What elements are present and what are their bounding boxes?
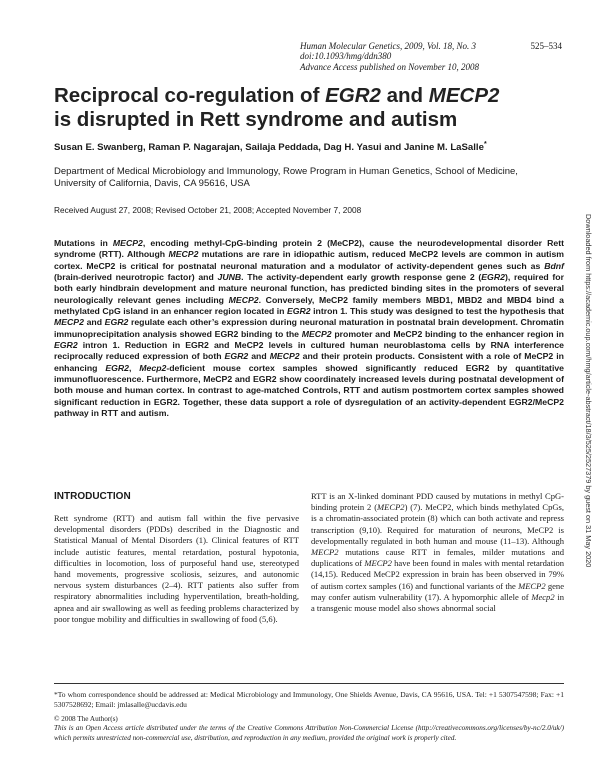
abstract-run: Mutations in	[54, 238, 113, 248]
abstract-run: ,	[129, 362, 140, 373]
intro-paragraph-2	[311, 491, 564, 614]
abstract-run: MECP2	[112, 238, 143, 248]
abstract-run: Mecp2	[139, 362, 167, 373]
abstract-run: and	[83, 317, 105, 328]
abstract-run: . The activity-dependent early growth response gene 2 (	[241, 272, 482, 283]
abstract-run: JUNB	[217, 272, 242, 283]
abstract-run: EGR2	[54, 340, 78, 351]
abstract-run: MECP2	[269, 351, 300, 362]
abstract-run: intron 1. Reduction in EGR2 and MeCP2 levels in cultured human neuroblastoma cells by RNA interference reciprocally reduced expression of both	[54, 340, 564, 362]
intro-col2-run: MECP2	[377, 502, 405, 513]
page-range: 525–534	[530, 41, 562, 51]
intro-col2-run: mutations cause RTT in females, milder mutations and duplications of	[311, 547, 564, 569]
advance-access: Advance Access published on November 10, 2008	[300, 61, 480, 72]
abstract-run: MECP2	[54, 317, 84, 328]
abstract-run: EGR2	[286, 306, 311, 317]
abstract-run: EGR2	[104, 317, 129, 328]
abstract-run: ), required for both early hindbrain development and mature neuronal function, has predicted binding sites in the promoters of several neurologically relevant genes including	[54, 272, 564, 305]
abstract-run: MECP2	[301, 328, 332, 339]
intro-paragraph-1: Rett syndrome (RTT) and autism fall within the five pervasive developmental disorders (PDDs) described in the Diagnostic and Statistical Manual of Mental Disorders (1). Clinical features of RTT include autistic features, mental retardation, postural hypotonia, difficulties in locomotion, loss of purposeful hand use, stereotyped hand movements, progressive scoliosis, seizures, and autonomic nervous system disturbances (2–4). RTT patients also suffer from respiratory abnormalities including hyperventilation, breath-holding, apnea and air swallowing as well as feeding problems characterized by poor tongue mobility and difficulties in swallowing of food (5,6).	[54, 513, 299, 624]
intro-col2-run: MECP2	[518, 580, 546, 591]
intro-col2-run: in a transgenic mouse model also shows abnormal social	[311, 591, 564, 614]
abstract-run: and their protein products. Consistent with a role of MeCP2 in enhancing	[54, 351, 564, 373]
footnote-divider	[54, 683, 564, 684]
download-watermark: Downloaded from https://academic.oup.com/hmg/article-abstract/18/3/525/2527379 by guest on 31 May 2020	[584, 214, 593, 568]
abstract	[54, 238, 564, 420]
abstract-run: Bdnf	[544, 260, 564, 271]
abstract-run: and	[248, 351, 270, 362]
affiliation: Department of Medical Microbiology and Immunology, Rowe Program in Human Genetics, School of Medicine, University of California, Davis, CA 95616, USA	[54, 166, 518, 190]
journal-header	[300, 41, 562, 72]
abstract-run: , encoding methyl-CpG-binding protein 2 (MeCP2), cause the neurodevelopmental disorder Rett syndrome (RTT). Although	[54, 238, 564, 260]
correspondence-footnote: *To whom correspondence should be addressed at: Medical Microbiology and Immunology, One Shields Avenue, Davis, CA 95616, USA. Tel: +1 5307547598; Fax: +1 5307528692; Email: jmlasalle@ucdavis.edu	[54, 690, 564, 709]
abstract-run: EGR2	[105, 362, 129, 373]
abstract-run: EGR2	[481, 272, 505, 283]
doi: doi:10.1093/hmg/ddn380	[300, 51, 392, 62]
abstract-run: mutations are rare in idiopathic autism, reduced MeCP2 levels are common in autism cortex. MeCP2 is critical for postnatal neuronal maturation and a modulator of activity-dependent genes such as	[54, 249, 565, 271]
copyright-notice: © 2008 The Author(s) This is an Open Access article distributed under the terms of the Creative Commons Attribution Non-Commercial License (http://creativecommons.org/licenses/by-nc/2.0/uk/) which permits unrestricted non-commercial use, distribution, and reproduction in any medium, provided the original work is properly cited.	[54, 715, 564, 742]
gene-egr2: EGR2	[325, 84, 381, 107]
abstract-run: MECP2	[168, 249, 199, 260]
received-dates: Received August 27, 2008; Revised October 21, 2008; Accepted November 7, 2008	[54, 205, 362, 215]
abstract-run: intron 1. This study was designed to test the hypothesis that	[310, 306, 564, 317]
intro-col2-run: MECP2	[311, 547, 339, 558]
abstract-run: (brain-derived neurotropic factor) and	[54, 272, 218, 283]
intro-col2-run: have been found in males with mental retardation (14,15). Reduced MeCP2 expression in brain has been observed in 79% of autism cortex samples (16) and functional variants of the	[311, 558, 564, 591]
intro-col2-run: ) (7). MeCP2, which binds methylated CpGs, is a chromatin-associated protein (8) which can both activate and repress transcription (9,10). Required for maturation of neurons, MeCP2 is developmentally regulated in both human and mouse (11–13). Although	[311, 502, 564, 546]
intro-col2-run: RTT is an X-linked dominant PDD caused by mutations in methyl CpG-binding protein 2 (	[311, 491, 564, 513]
abstract-run: MECP2	[228, 294, 259, 305]
abstract-run: -deficient mouse cortex samples showed significantly reduced EGR2 by quantitative immunofluorescence. Furthermore, MeCP2 and EGR2 show coordinately increased levels during postnatal development of both mouse and human cortex. In contrast to age-matched Controls, RTT and autism postmortem cortex samples showed significant reduction in EGR2. Together, these data support a role of dysregulation of an activity-dependent EGR2/MeCP2 pathway in RTT and autism.	[54, 362, 565, 419]
abstract-run: EGR2	[224, 351, 249, 362]
intro-col2-run: gene may confer autism vulnerability (17). A hypomorphic allele of	[311, 580, 565, 602]
intro-col2-run: Mecp2	[531, 591, 555, 602]
author-list: Susan E. Swanberg, Raman P. Nagarajan, Sailaja Peddada, Dag H. Yasui and Janine M. LaSalle*	[54, 141, 487, 154]
gene-mecp2: MECP2	[428, 84, 500, 107]
intro-col2-run: MECP2	[364, 558, 392, 569]
abstract-run: promoter and MeCP2 binding to the enhancer region in	[331, 328, 564, 339]
journal-citation: Human Molecular Genetics, 2009, Vol. 18, No. 3	[300, 41, 476, 51]
abstract-run: . Conversely, MeCP2 family members MBD1, MBD2 and MBD4 bind a methylated CpG island in an enhancer region located in	[54, 294, 564, 317]
section-heading-introduction: INTRODUCTION	[54, 491, 131, 502]
abstract-run: regulate each other’s expression during neuronal maturation in postnatal brain development. Chromatin immunoprecipitation analysis showed EGR2 binding to the	[54, 317, 564, 339]
article-title: Reciprocal co-regulation of EGR2 and MECP2 is disrupted in Rett syndrome and autism	[54, 84, 500, 131]
